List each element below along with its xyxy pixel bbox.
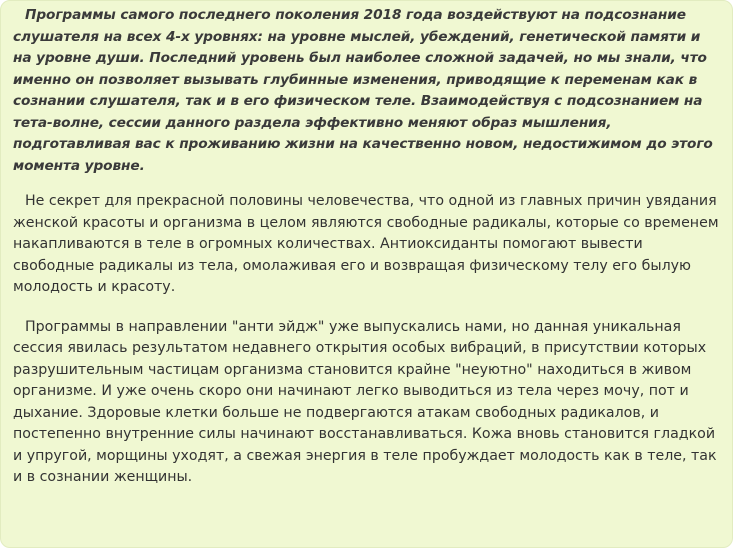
body-paragraph-radicals: Не секрет для прекрасной половины человечества, что одной из главных причин увядания женской красоты и организма в целом являются свободные радикалы, которые со временем накапливаются в теле в огромных количествах. Антиоксиданты помогают вывести свободные радикалы из тела, омолаживая его и возвращая физическому телу его былую молодость и красоту.: [13, 193, 719, 295]
intro-paragraph: Программы самого последнего поколения 2018 года воздействуют на подсознание слушателя на всех 4-х уровнях: на уровне мыслей, убеждений, генетической памяти и на уровне души. Последний уровень был наиболее сложной задачей, но мы знали, что именно он позволяет вызывать глубинные изменения, приводящие к переменам как в сознании слушателя, так и в его физическом теле. Взаимодействуя с подсознанием на тета-волне, сессии данного раздела эффективно меняют образ мышления, подготавливая вас к проживанию жизни на качественно новом, недостижимом до этого момента уровне.: [13, 7, 713, 174]
body-paragraph-anti-age: Программы в направлении "анти эйдж" уже выпускались нами, но данная уникальная сессия явилась результатом недавнего открытия особых вибраций, в присутствии которых разрушительным частицам организма становится крайне "неуютно" находиться в живом организме. И уже очень скоро они начинают легко выводиться из тела через мочу, пот и дыхание. Здоровые клетки больше не подвергаются атакам свободных радикалов, и постепенно внутренние силы начинают восстанавливаться. Кожа вновь становится гладкой и упругой, морщины уходят, а свежая энергия в теле пробуждает молодость как в теле, так и в сознании женщины.: [13, 318, 717, 485]
